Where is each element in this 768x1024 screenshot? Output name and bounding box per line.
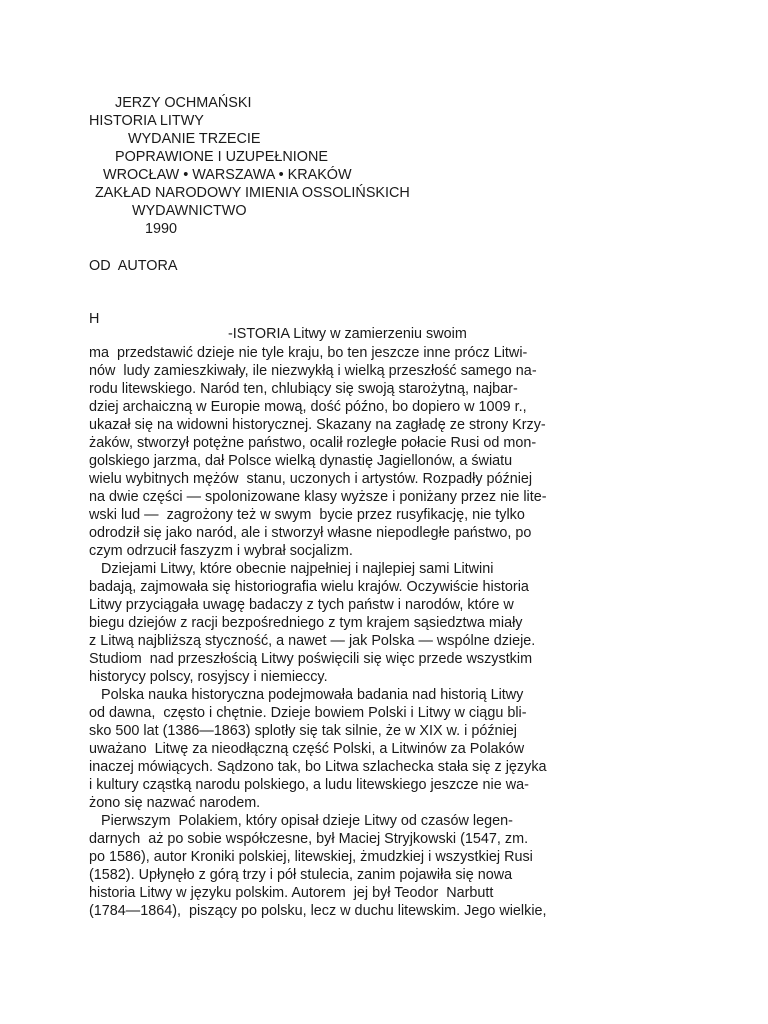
body-line: ma przedstawić dzieje nie tyle kraju, bo ten jeszcze inne prócz Litwi-: [89, 345, 528, 361]
edition-label: WYDANIE TRZECIE: [128, 131, 261, 147]
body-line: historia Litwy w języku polskim. Autorem jej był Teodor Narbutt: [89, 885, 494, 901]
body-line: Dziejami Litwy, które obecnie najpełniej i najlepiej sami Litwini: [89, 561, 494, 577]
body-line: dziej archaiczną w Europie mową, dość późno, bo dopiero w 1009 r.,: [89, 399, 527, 415]
body-line: odrodził się jako naród, ale i stworzył własne niepodległe państwo, po: [89, 525, 532, 541]
body-line: Studiom nad przeszłością Litwy poświęcili się więc przede wszystkim: [89, 651, 533, 667]
publication-cities: WROCŁAW • WARSZAWA • KRAKÓW: [103, 167, 352, 183]
body-line: golskiego jarzma, dał Polsce wielką dynastię Jagiellonów, a światu: [89, 453, 513, 469]
body-line: rodu litewskiego. Naród ten, chlubiący się swoją starożytną, najbar-: [89, 381, 518, 397]
publisher-name: ZAKŁAD NARODOWY IMIENIA OSSOLIŃSKICH: [95, 185, 410, 201]
section-heading: OD AUTORA: [89, 258, 178, 274]
body-line: -ISTORIA Litwy w zamierzeniu swoim: [228, 326, 467, 342]
body-line: Pierwszym Polakiem, który opisał dzieje Litwy od czasów legen-: [89, 813, 513, 829]
publication-year: 1990: [145, 221, 178, 237]
body-line: żono się nazwać narodem.: [89, 795, 261, 811]
book-title: HISTORIA LITWY: [89, 113, 204, 129]
body-line: i kultury cząstką narodu polskiego, a ludu litewskiego jeszcze nie wa-: [89, 777, 529, 793]
body-line: uważano Litwę za nieodłączną część Polski, a Litwinów za Polaków: [89, 741, 525, 757]
body-line: z Litwą najbliższą styczność, a nawet — jak Polska — wspólne dzieje.: [89, 633, 536, 649]
body-line: badają, zajmowała się historiografia wielu krajów. Oczywiście historia: [89, 579, 529, 595]
body-line: ukazał się na widowni historycznej. Skazany na zagładę ze strony Krzy-: [89, 417, 546, 433]
edition-note: POPRAWIONE I UZUPEŁNIONE: [115, 149, 328, 165]
drop-initial: H: [89, 311, 100, 327]
body-line: żaków, stworzył potężne państwo, ocalił rozległe połacie Rusi od mon-: [89, 435, 537, 451]
body-line: (1582). Upłynęło z górą trzy i pół stulecia, zanim pojawiła się nowa: [89, 867, 513, 883]
body-line: wielu wybitnych mężów stanu, uczonych i artystów. Rozpadły później: [89, 471, 533, 487]
body-line: od dawna, często i chętnie. Dzieje bowiem Polski i Litwy w ciągu bli-: [89, 705, 527, 721]
body-line: inaczej mówiących. Sądzono tak, bo Litwa szlachecka stała się z języka: [89, 759, 547, 775]
body-line: wski lud — zagrożony też w swym bycie przez rusyfikację, nie tylko: [89, 507, 525, 523]
body-line: biegu dziejów z racji bezpośredniego z tym krajem sąsiedztwa miały: [89, 615, 523, 631]
body-line: historycy polscy, rosyjscy i niemieccy.: [89, 669, 328, 685]
body-line: Polska nauka historyczna podejmowała badania nad historią Litwy: [89, 687, 524, 703]
body-line: darnych aż po sobie współczesne, był Maciej Stryjkowski (1547, zm.: [89, 831, 529, 847]
body-line: nów ludy zamieszkiwały, ile niezwykłą i wielką przeszłość samego na-: [89, 363, 537, 379]
body-line: czym odrzucił faszyzm i wybrał socjalizm.: [89, 543, 353, 559]
publisher-type: WYDAWNICTWO: [132, 203, 247, 219]
body-line: sko 500 lat (1386—1863) splotły się tak silnie, że w XIX w. i później: [89, 723, 517, 739]
body-line: po 1586), autor Kroniki polskiej, litewskiej, żmudzkiej i wszystkiej Rusi: [89, 849, 533, 865]
body-line: (1784—1864), piszący po polsku, lecz w duchu litewskim. Jego wielkie,: [89, 903, 547, 919]
body-line: na dwie części — spolonizowane klasy wyższe i poniżany przez nie lite-: [89, 489, 547, 505]
author-name: JERZY OCHMAŃSKI: [115, 95, 252, 111]
body-line: Litwy przyciągała uwagę badaczy z tych państw i narodów, które w: [89, 597, 514, 613]
